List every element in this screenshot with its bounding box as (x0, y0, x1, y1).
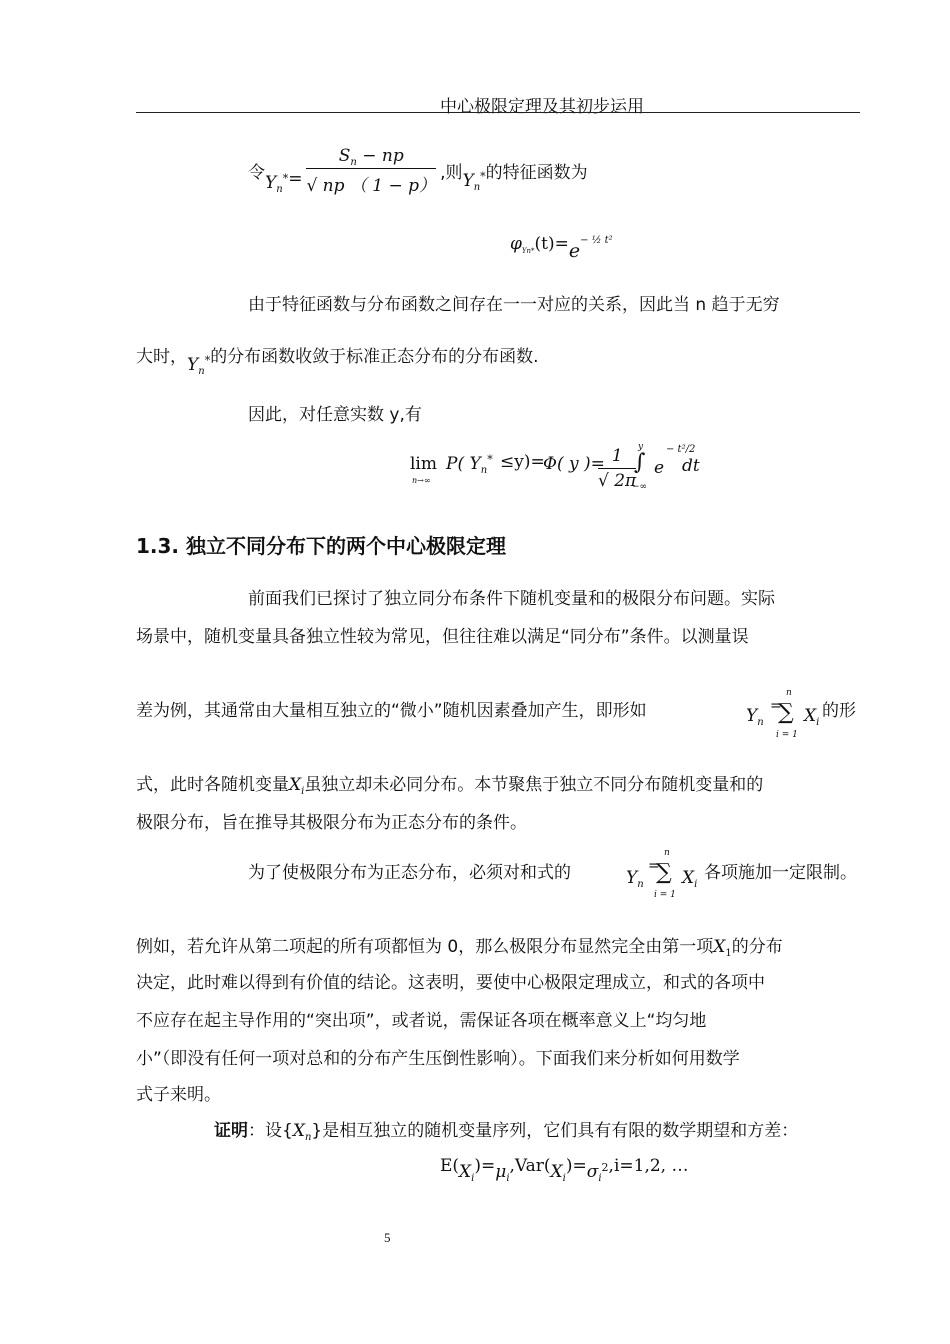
paragraph-6-line-1: 例如，若允许从第二项起的所有项都恒为 0，那么极限分布显然完全由第一项$X_1$的分布 (136, 937, 783, 959)
characteristic-function-equation: $\varphi_{Yn*}(t)=e^{- \frac{1}{2} t^2}$ (510, 234, 613, 262)
var-Y: $Y_n^*$ (265, 172, 289, 195)
paragraph-6-line-4: 小”（即没有任何一项对总和的分布产生压倒性影响）。下面我们来分析如何用数学 (136, 1049, 740, 1069)
text-mid: ,则 (440, 163, 463, 183)
paragraph-5-prefix: 为了使极限分布为正态分布，必须对和式的 (248, 863, 571, 883)
paragraph-2-line-2: 大时，$Y_n^*$的分布函数收敛于标准正态分布的分布函数. (136, 347, 539, 377)
paragraph-6-line-2: 决定，此时难以得到有价值的结论。这表明，要使中心极限定理成立，和式的各项中 (136, 973, 765, 993)
page-header-title: 中心极限定理及其初步运用 (440, 97, 644, 117)
paragraph-3: 因此，对任意实数 y,有 (248, 405, 422, 425)
text-prefix: 令 (248, 163, 265, 183)
fraction-standardized: $\frac{S_n - np}{√ np ( 1 - p)}$ (306, 146, 437, 196)
equals-sign: = (288, 169, 303, 189)
proof-line: 证明：设$\{X_n\}$是相互独立的随机变量序列，它们具有有限的数学期望和方差： (214, 1121, 799, 1143)
var-Y-2: $Y_n^*$ (462, 170, 486, 193)
section-heading: 1.3. 独立不同分布下的两个中心极限定理 (136, 534, 506, 558)
header-rule (136, 112, 860, 113)
paragraph-2-line-1: 由于特征函数与分布函数之间存在一一对应的关系，因此当 n 趋于无穷 (248, 295, 780, 315)
sum-formula-1: $Y_n$ = n ∑ i = 1 $X_i$ (746, 688, 820, 740)
paragraph-4-line-1: 前面我们已探讨了独立同分布条件下随机变量和的极限分布问题。实际 (248, 589, 775, 609)
paragraph-4-line-2: 场景中，随机变量具备独立性较为常见，但往往难以满足“同分布”条件。以测量误 (136, 627, 749, 647)
moments-equation: $E(X_i)=\mu_i,Var(X_i)=\sigma_i^2,i=1,2$, … (440, 1156, 689, 1184)
paragraph-4-line-3: 差为例，其通常由大量相互独立的“微小”随机因素叠加产生，即形如 (136, 701, 647, 721)
paragraph-4-line-3-suffix: 的形 (822, 701, 856, 721)
sum-formula-2: $Y_n$ = n ∑ i = 1 $X_i$ (626, 848, 698, 900)
paragraph-4-line-5: 极限分布，旨在推导其极限分布为正态分布的条件。 (136, 813, 527, 833)
paragraph-6-line-3: 不应存在起主导作用的“突出项”，或者说，需保证各项在概率意义上“均匀地 (136, 1011, 707, 1031)
paragraph-6-line-5: 式子来明。 (136, 1085, 221, 1105)
paragraph-4-line-4: 式，此时各随机变量$X_i$虽独立却未必同分布。本节聚焦于独立不同分布随机变量和的 (136, 775, 764, 797)
text-suffix: 的特征函数为 (485, 163, 588, 183)
page-number: 5 (384, 1230, 391, 1245)
paragraph-5-suffix: 各项施加一定限制。 (704, 863, 857, 883)
equation-definition-line (248, 146, 588, 196)
